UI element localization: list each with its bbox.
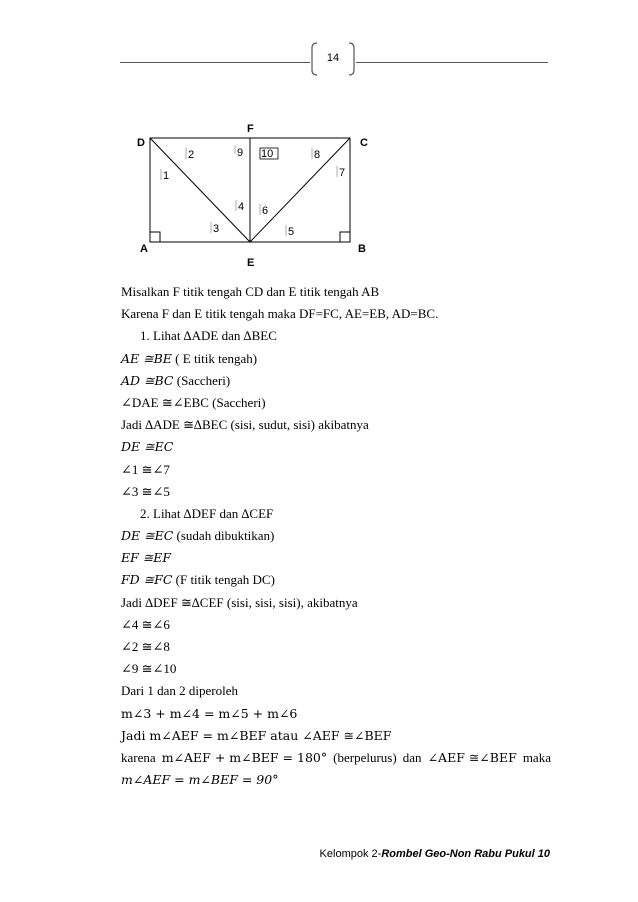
angle-label-10: 10 xyxy=(261,148,274,160)
vertex-label-c: C xyxy=(360,137,368,149)
footer-prefix: Kelompok 2- xyxy=(319,848,382,860)
text-line-10: ∠3 ≅∠5 xyxy=(121,483,170,499)
text-line-2: Karena F dan E titik tengah maka DF=FC, AE=EB, AD=BC. xyxy=(121,306,439,322)
text-line-22 xyxy=(121,747,551,769)
angle-label-8: 8 xyxy=(314,149,321,161)
angle-label-1: 1 xyxy=(163,170,170,182)
text-line-1: Misalkan F titik tengah CD dan E titik tengah AB xyxy=(121,284,380,299)
right-angle-b xyxy=(340,232,350,242)
page-number-box xyxy=(311,42,355,76)
text-line-15: Jadi ∆DEF ≅∆CEF (sisi, sisi, sisi), akibatnya xyxy=(121,594,358,610)
vertex-label-a: A xyxy=(140,243,148,255)
proof-text xyxy=(121,281,551,791)
word-dan: dan xyxy=(402,749,422,765)
footer xyxy=(320,848,550,860)
text-line-17: ∠2 ≅∠8 xyxy=(121,639,170,654)
math-ef-ef: EF ≅EF xyxy=(121,550,172,566)
right-angle-a xyxy=(150,232,160,242)
angle-label-2: 2 xyxy=(188,149,195,161)
math-de-ec: DE ≅EC xyxy=(121,439,174,455)
vertex-label-f: F xyxy=(247,123,254,135)
text-line-16: ∠4 ≅∠6 xyxy=(121,616,170,632)
angle-label-9: 9 xyxy=(237,147,244,159)
text-line-13 xyxy=(121,547,551,569)
angle-label-7: 7 xyxy=(339,167,346,179)
math-de-ec-2: DE ≅EC xyxy=(121,528,174,544)
header-rule-right xyxy=(356,62,548,63)
text-line-12: DE ≅EC (sudah dibuktikan) xyxy=(121,528,275,544)
text-line-6: ∠DAE ≅∠EBC (Saccheri) xyxy=(121,394,266,410)
saccheri-diagram xyxy=(130,118,380,268)
math-sum-180: m∠AEF + m∠BEF = 180° xyxy=(161,749,328,765)
text-line-18: ∠9 ≅∠10 xyxy=(121,661,177,677)
vertex-label-e: E xyxy=(247,257,255,268)
text-line-20: m∠3 + m∠4 = m∠5 + m∠6 xyxy=(121,705,298,721)
math-fd-fc: FD ≅FC xyxy=(121,572,173,588)
header-rule-left xyxy=(120,62,310,63)
page-number: 14 xyxy=(326,52,340,64)
text-line-4: AE ≅BE ( E titik tengah) xyxy=(121,350,258,366)
text-line-9: ∠1 ≅∠7 xyxy=(121,461,170,477)
text-line-23: m∠AEF = m∠BEF = 90° xyxy=(121,772,279,788)
text-line-8 xyxy=(121,436,551,458)
angle-label-6: 6 xyxy=(262,205,269,217)
vertex-label-b: B xyxy=(358,243,366,255)
vertex-label-d: D xyxy=(137,137,145,149)
word-karena: karena xyxy=(121,749,156,765)
list-item-2: 2. Lihat ∆DEF dan ∆CEF xyxy=(140,505,274,521)
angle-label-3: 3 xyxy=(213,223,220,235)
word-berpelurus: (berpelurus) xyxy=(333,749,397,765)
text-line-7: Jadi ∆ADE ≅∆BEC (sisi, sudut, sisi) akibatnya xyxy=(121,417,369,433)
rectangle-figure xyxy=(130,118,380,273)
text-line-19: Dari 1 dan 2 diperoleh xyxy=(121,683,238,699)
list-item-1: 1. Lihat ∆ADE dan ∆BEC xyxy=(140,328,277,344)
word-maka: maka xyxy=(522,749,551,765)
text-line-5: AD ≅BC (Saccheri) xyxy=(121,372,231,388)
math-ae-be: AE ≅BE xyxy=(121,350,172,366)
text-line-14: FD ≅FC (F titik tengah DC) xyxy=(121,572,275,588)
angle-label-5: 5 xyxy=(288,226,295,238)
angle-label-4: 4 xyxy=(238,201,245,213)
footer-suffix: Rombel Geo-Non Rabu Pukul 10 xyxy=(381,848,550,860)
math-aef-bef: ∠AEF ≅∠BEF xyxy=(427,749,517,765)
text-line-21: Jadi m∠AEF = m∠BEF atau ∠AEF ≅∠BEF xyxy=(121,727,392,743)
math-ad-bc: AD ≅BC xyxy=(121,372,174,388)
